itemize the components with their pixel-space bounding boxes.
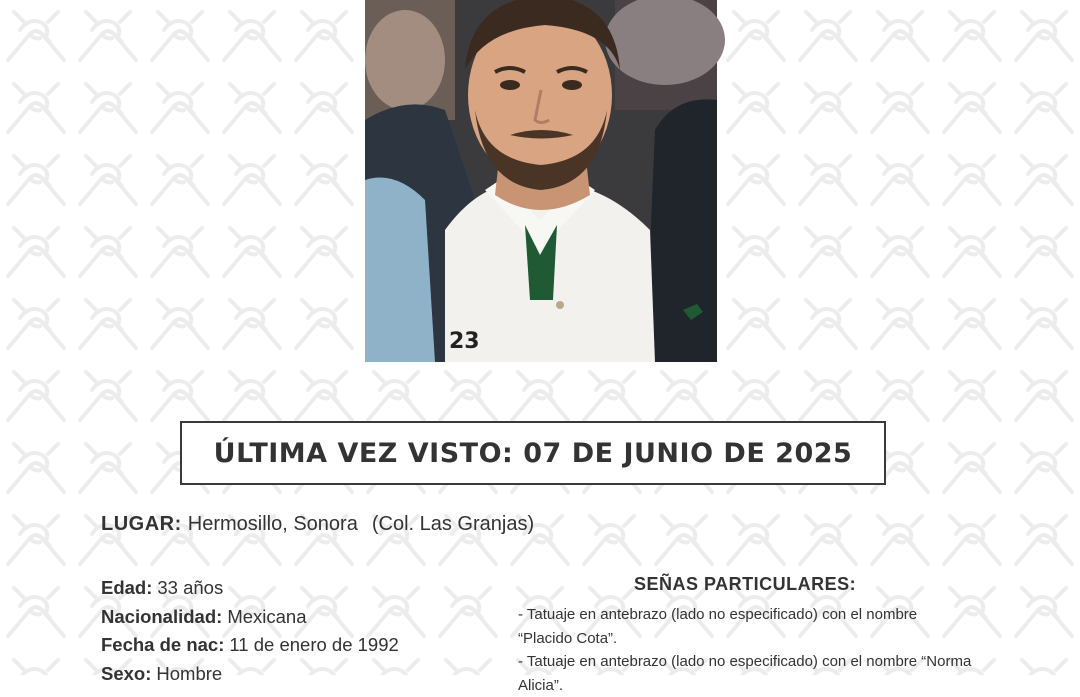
distinguishing-marks-title: SEÑAS PARTICULARES:	[634, 574, 856, 595]
last-seen-banner	[180, 421, 886, 485]
detail-label: Fecha de nac:	[101, 634, 224, 655]
marks-line: “Placido Cota”.	[518, 627, 1066, 651]
distinguishing-marks-list	[518, 603, 1066, 697]
personal-details	[101, 574, 399, 688]
last-seen-text: ÚLTIMA VEZ VISTO: 07 DE JUNIO DE 2025	[214, 438, 853, 469]
marks-line: - Tatuaje en antebrazo (lado no especificado) con el nombre “Norma	[518, 650, 1066, 674]
shirt-number: 23	[449, 329, 480, 354]
detail-row-birthdate	[101, 631, 399, 660]
detail-row-sex	[101, 660, 399, 689]
detail-label: Nacionalidad:	[101, 606, 222, 627]
detail-value: Hombre	[156, 663, 222, 684]
detail-value: 11 de enero de 1992	[229, 634, 398, 655]
location-value: Hermosillo, Sonora	[188, 513, 358, 535]
location-colonia: (Col. Las Granjas)	[372, 513, 534, 535]
detail-row-nationality	[101, 603, 399, 632]
detail-row-age	[101, 574, 399, 603]
detail-value: 33 años	[157, 577, 223, 598]
detail-label: Sexo:	[101, 663, 151, 684]
detail-value: Mexicana	[227, 606, 306, 627]
location-line	[101, 513, 534, 536]
location-label: LUGAR:	[101, 513, 182, 535]
person-photo	[365, 0, 717, 362]
marks-line: Alicia”.	[518, 674, 1066, 697]
detail-label: Edad:	[101, 577, 152, 598]
marks-line: - Tatuaje en antebrazo (lado no especificado) con el nombre	[518, 603, 1066, 627]
